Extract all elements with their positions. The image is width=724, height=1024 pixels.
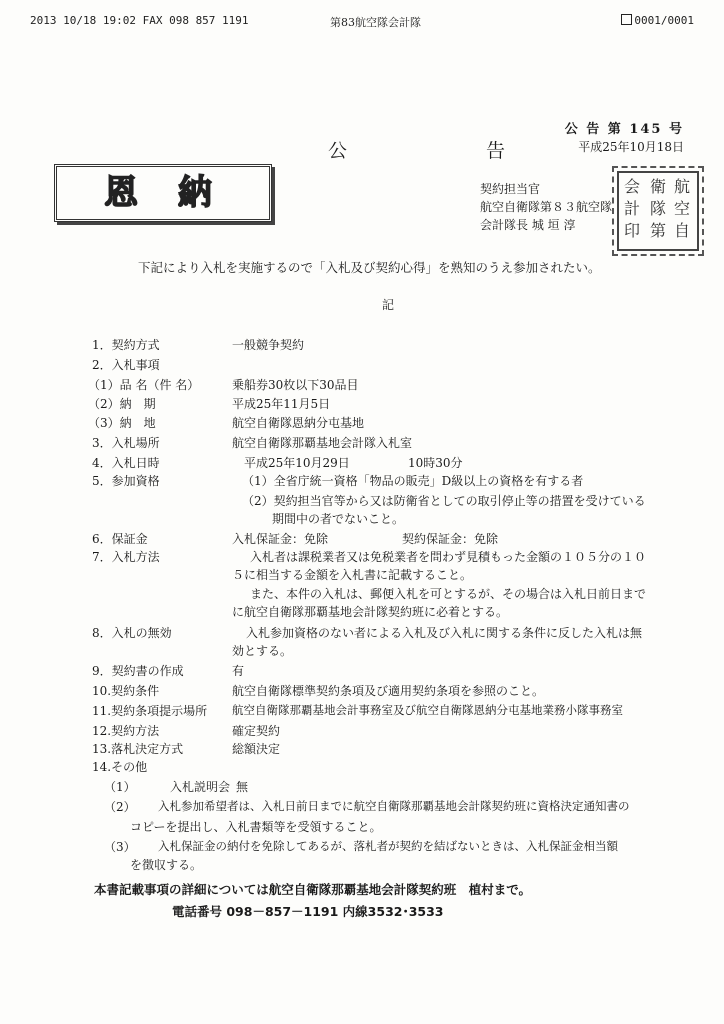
other-1-number: （1）: [104, 780, 136, 794]
notice-title: 公 告: [328, 140, 566, 162]
location-banner: [54, 164, 272, 222]
item-8-label: 8．入札の無効: [92, 626, 172, 640]
issuer-name: 会計隊長 城 垣 淳: [480, 218, 576, 232]
item-2-2-label: （2）納 期: [88, 397, 156, 411]
item-10-label: 10.契約条件: [92, 684, 160, 698]
item-8-line-1: 入札参加資格のない者による入札及び入札に関する条件に反した入札は無: [246, 626, 643, 640]
item-2-3-label: （3）納 地: [88, 416, 156, 430]
item-7-line-3: また、本件の入札は、郵便入札を可とするが、その場合は入札日前日まで: [250, 587, 647, 601]
footer-phone: 電話番号 098－857－1191 内線3532･3533: [172, 904, 444, 919]
item-6-label: 6．保証金: [92, 532, 148, 546]
item-11-label: 11.契約条項提示場所: [92, 704, 208, 718]
other-2-line-1: 入札参加希望者は、入札日前日までに航空自衛隊那覇基地会計隊契約班に資格決定通知書の: [158, 799, 630, 813]
item-2-1-value: 乗船券30枚以下30品目: [232, 378, 359, 392]
notice-date: 平成25年10月18日: [578, 140, 684, 154]
location-banner-text: 恩納: [104, 173, 252, 213]
svg-text:衛: 衛: [650, 177, 667, 196]
footer-contact: 本書記載事項の詳細については航空自衛隊那覇基地会計隊契約班 植村まで。: [94, 882, 532, 897]
item-13-label: 13.落札決定方式: [92, 742, 184, 756]
other-1-text: 入札説明会: [170, 780, 231, 794]
item-9-label: 9．契約書の作成: [92, 664, 184, 678]
other-2-line-2: コピーを提出し、入札書類等を受領すること。: [130, 820, 382, 834]
item-4-date: 平成25年10月29日: [244, 456, 350, 470]
other-3-line-1: 入札保証金の納付を免除してあるが、落札者が契約を結ばないときは、入札保証金相当額: [158, 839, 618, 853]
other-3-line-2: を徴収する。: [130, 858, 203, 872]
svg-text:航: 航: [674, 177, 691, 196]
fax-header-left: 2013 10/18 19:02 FAX 098 857 1191: [30, 14, 249, 27]
svg-text:空: 空: [674, 199, 691, 218]
item-6-value-2: 契約保証金：免除: [402, 532, 499, 546]
item-13-value: 総額決定: [232, 742, 281, 756]
item-7-line-4: に航空自衛隊那覇基地会計隊契約班に必着とする。: [232, 605, 509, 619]
item-5-value-1: （1）全省庁統一資格「物品の販売」D級以上の資格を有する者: [242, 474, 584, 488]
fax-page-count: 0001/0001: [634, 14, 694, 27]
item-14-label: 14.その他: [92, 760, 148, 774]
intro-text: 下記により入札を実施するので「入札及び契約心得」を熟知のうえ参加されたい。: [138, 260, 601, 275]
item-6-value-1: 入札保証金：免除: [232, 532, 329, 546]
issuer-title: 契約担当官: [480, 182, 541, 196]
fax-header-center: 第83航空隊会計隊: [330, 16, 421, 29]
item-2-label: 2．入札事項: [92, 358, 160, 372]
item-3-value: 航空自衛隊那覇基地会計隊入札室: [232, 436, 413, 450]
svg-text:第: 第: [650, 221, 667, 240]
other-1-value: 無: [236, 780, 249, 794]
item-7-line-1: 入札者は課税業者又は免税業者を問わず見積もった金額の１０５分の１０: [250, 550, 647, 564]
item-2-1-label: （1）品 名（件 名）: [88, 378, 200, 392]
item-10-value: 航空自衛隊標準契約条項及び適用契約条項を参照のこと。: [232, 684, 545, 698]
item-1-label: 1．契約方式: [92, 338, 160, 352]
item-3-label: 3．入札場所: [92, 436, 160, 450]
item-5-label: 5．参加資格: [92, 474, 160, 488]
item-12-value: 確定契約: [232, 724, 281, 738]
issuer-unit: 航空自衛隊第８３航空隊: [480, 200, 613, 214]
item-1-value: 一般競争契約: [232, 338, 305, 352]
item-9-value: 有: [232, 664, 245, 678]
item-12-label: 12.契約方法: [92, 724, 160, 738]
svg-text:会: 会: [624, 177, 641, 196]
item-4-label: 4．入札日時: [92, 456, 160, 470]
item-5-value-3: 期間中の者でないこと。: [272, 512, 405, 526]
item-11-value: 航空自衛隊那覇基地会計事務室及び航空自衛隊恩納分屯基地業務小隊事務室: [232, 703, 623, 717]
item-5-value-2: （2）契約担当官等から又は防衛省としての取引停止等の措置を受けている: [242, 494, 646, 508]
item-2-2-value: 平成25年11月5日: [232, 397, 331, 411]
other-2-number: （2）: [104, 800, 136, 814]
item-2-3-value: 航空自衛隊恩納分屯基地: [232, 416, 365, 430]
svg-text:隊: 隊: [650, 199, 667, 218]
ki-heading: 記: [382, 298, 395, 312]
item-7-line-2: ５に相当する金額を入札書に記載すること。: [232, 568, 473, 582]
item-4-time: 10時30分: [408, 456, 463, 470]
svg-text:自: 自: [674, 221, 691, 240]
svg-text:印: 印: [624, 221, 641, 240]
item-7-label: 7．入札方法: [92, 550, 160, 564]
fax-header-right: [621, 14, 694, 27]
official-seal: [612, 166, 704, 256]
seal-icon: [614, 168, 702, 254]
svg-text:計: 計: [624, 199, 641, 218]
notice-number: 公 告 第 145 号: [564, 122, 684, 137]
item-8-line-2: 効とする。: [232, 644, 293, 658]
other-3-number: （3）: [104, 840, 136, 854]
fax-icon: [621, 14, 632, 25]
